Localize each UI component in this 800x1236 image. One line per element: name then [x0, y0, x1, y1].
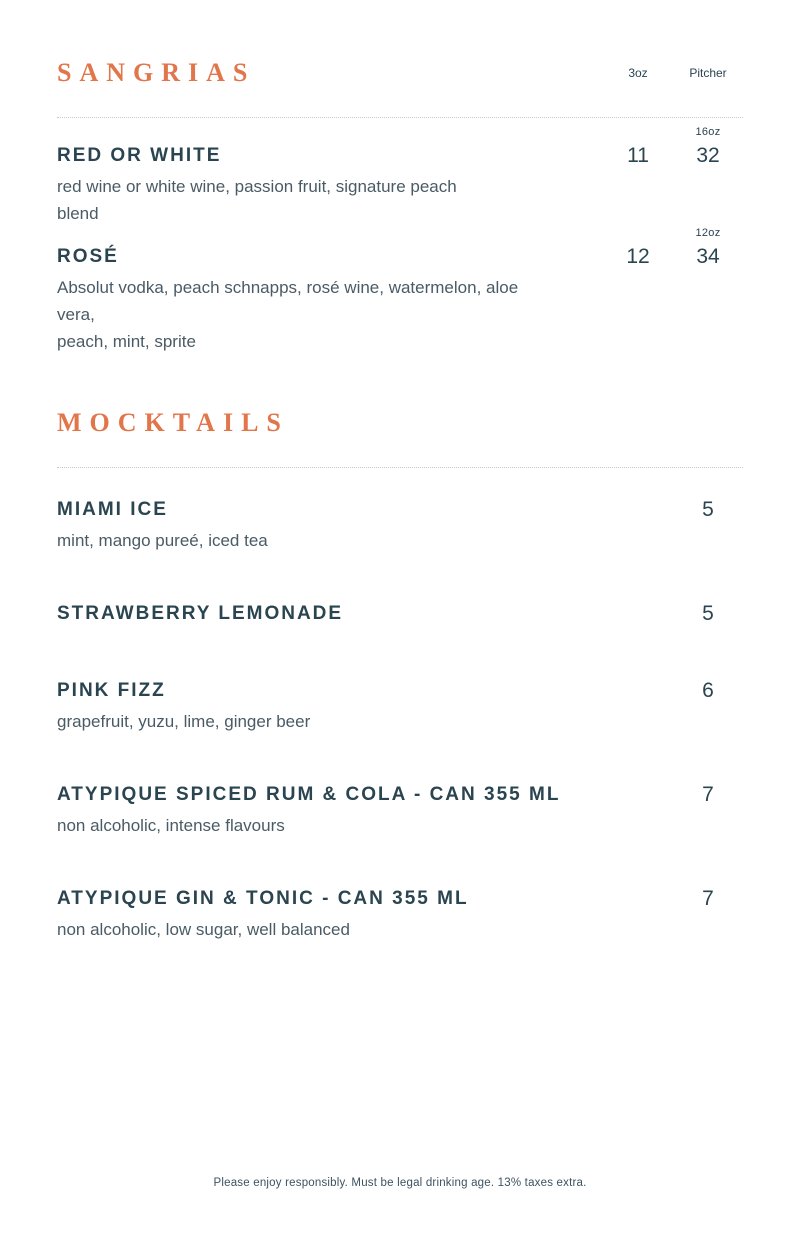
item-name: ATYPIQUE SPICED RUM & COLA - CAN 355 ML	[57, 784, 561, 805]
item-name: ATYPIQUE GIN & TONIC - CAN 355 ML	[57, 888, 469, 909]
sangrias-header	[57, 57, 743, 88]
menu-item-strawberry-lemonade	[57, 603, 743, 631]
dotted-divider	[57, 117, 743, 118]
pitcher-size-label: 16oz	[695, 126, 721, 138]
sangrias-column-headers	[603, 66, 743, 80]
item-prices	[603, 227, 743, 268]
item-price: 7	[702, 783, 714, 806]
item-name: PINK FIZZ	[57, 680, 166, 701]
legal-disclaimer: Please enjoy responsibly. Must be legal drinking age. 13% taxes extra.	[213, 1177, 587, 1189]
menu-item-atypique-spiced-rum-cola	[57, 784, 743, 839]
item-name: STRAWBERRY LEMONADE	[57, 603, 344, 624]
item-description-line: blend	[57, 204, 99, 223]
item-description-line: Absolut vodka, peach schnapps, rosé wine, watermelon, aloe	[57, 278, 519, 297]
price-3oz: 12	[626, 245, 650, 268]
pitcher-price-value: 32	[696, 144, 720, 167]
column-header-3oz: 3oz	[628, 66, 648, 80]
pitcher-price-value: 34	[696, 245, 720, 268]
column-header-pitcher: Pitcher	[689, 66, 727, 80]
item-price: 7	[702, 887, 714, 910]
sangrias-title: SANGRIAS	[57, 58, 256, 87]
item-name: MIAMI ICE	[57, 499, 168, 520]
item-name: RED OR WHITE	[57, 145, 222, 166]
menu-item-red-or-white	[57, 126, 743, 227]
mocktails-title: MOCKTAILS	[57, 408, 289, 437]
price-pitcher	[673, 126, 743, 167]
item-description-line: vera,	[57, 305, 95, 324]
section-mocktails	[57, 407, 743, 943]
item-price: 5	[702, 498, 714, 521]
item-description-line: grapefruit, yuzu, lime, ginger beer	[57, 712, 311, 731]
item-price: 6	[702, 679, 714, 702]
item-description-line: non alcoholic, intense flavours	[57, 816, 285, 835]
item-price: 5	[702, 602, 714, 625]
item-name: ROSÉ	[57, 246, 119, 267]
item-prices	[603, 126, 743, 167]
menu-item-rose	[57, 227, 743, 355]
menu-item-atypique-gin-tonic	[57, 888, 743, 943]
price-3oz: 11	[627, 144, 649, 167]
section-sangrias	[57, 57, 743, 355]
item-description-line: red wine or white wine, passion fruit, signature peach	[57, 177, 457, 196]
pitcher-size-label: 12oz	[695, 227, 721, 239]
price-pitcher	[673, 227, 743, 268]
item-description-line: non alcoholic, low sugar, well balanced	[57, 920, 350, 939]
dotted-divider	[57, 467, 743, 468]
menu-item-miami-ice	[57, 499, 743, 554]
menu-item-pink-fizz	[57, 680, 743, 735]
item-description-line: peach, mint, sprite	[57, 332, 196, 351]
mocktails-header	[57, 407, 743, 438]
item-description-line: mint, mango pureé, iced tea	[57, 531, 268, 550]
